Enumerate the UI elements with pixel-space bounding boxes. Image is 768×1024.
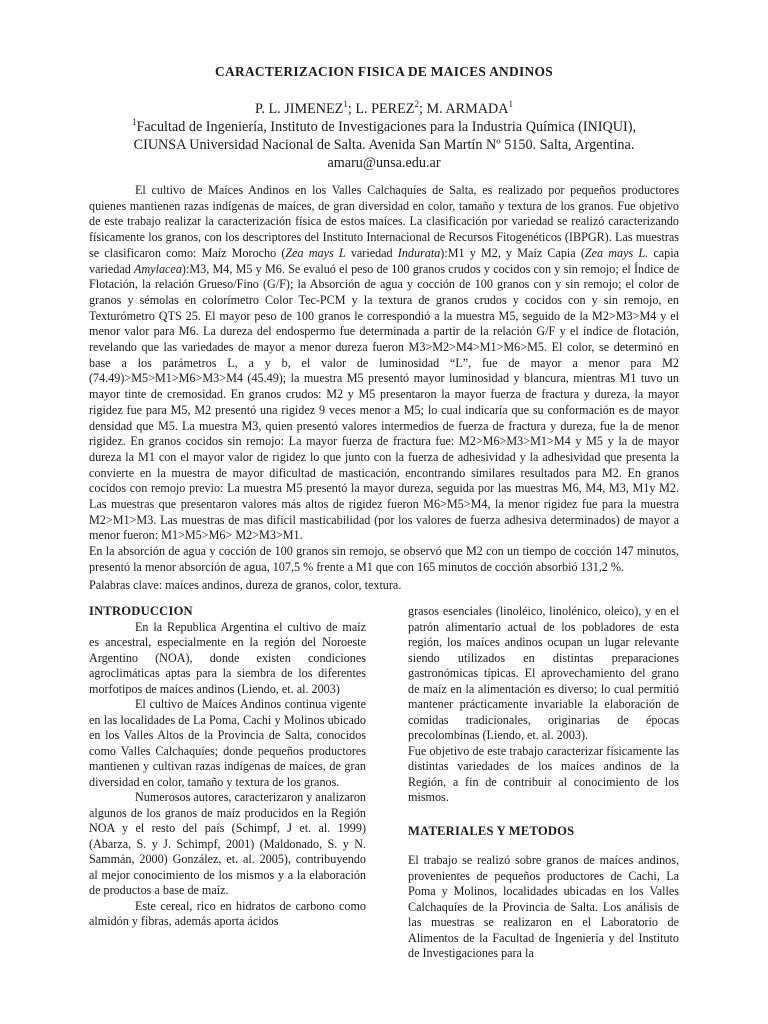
affiliation-mark: 1 xyxy=(131,117,137,127)
author-block xyxy=(0,100,768,172)
spacer xyxy=(408,839,679,853)
body-paragraph: El cultivo de Maíces Andinos continua vigente en las localidades de La Poma, Cachi y Molinos ubicado en los Valles Altos de la Provincia de Salta, conocidos como Valles Calchaquíes; donde pequeños productores mantienen y cultivan razas indígenas de maíces, de gran diversidad en color, tamaño y textura de los granos. xyxy=(89,697,366,789)
affiliation-line xyxy=(0,118,768,136)
body-paragraph: Fue objetivo de este trabajo caracterizar físicamente las distintas variedades de los maíces andinos de la Región, a fin de contribuir al conocimiento de los mismos. xyxy=(408,743,679,804)
abstract-text: ):M3, M4, M5 y M6. Se evaluó el peso de 100 granos crudos y cocidos con y sin remojo; el Índice de Flotación, la relación Grueso/Fino (G/F); la Absorción de agua y cocción de 100 granos con y sin remojo; el color de granos y sémolas en colorímetro Color Tec-PCM y la textura de granos crudos y cocidos con y sin remojo, en Texturómetro QTS 25. El mayor peso de 100 granos le correspondió a la muestra M5, seguido de la M2>M3>M4 y el menor valor para M6. La dureza del endospermo fue determinada a partir de la relación G/F y el índice de flotación, revelando que las variedades de mayor a menor dureza fueron M3>M2>M4>M1>M6>M5. El color, se determinó en base a los parámetros L, a y b, el valor de luminosidad “L”, fue de mayor a menor para M2 (74.49)>M5>M1>M6>M3>M4 (45.49); la muestra M5 presentó mayor luminosidad y blancura, mientras M1 tuvo un mayor tinte de cremosidad. En granos crudos: M2 y M5 presentaron la mayor fuerza de fractura y dureza, la mayor rigidez fue para M5, M2 presentó una rigidez 9 veces menor a M5; lo cual indicaría que su conformación es de mayor densidad que M5. La muestra M3, quien presentó valores intermedios de fuerza de fractura y dureza, fue la de menor rigidez. En granos cocidos sin remojo: La mayor fuerza de fractura fue: M2>M6>M3>M1>M4 y M5 y la de mayor dureza la M1 con el mayor valor de rigidez lo que junto con la fuerza de adhesividad y la adhesividad que presenta la convierte en la muestra de mayor dificultad de masticación, encontrando similares resultados para M2. En granos cocidos con remojo previo: La muestra M5 presentó la mayor dureza, seguida por las muestras M6, M4, M3, M1y M2. Las muestras que presentaron valores más altos de rigidez fueron M6>M5>M4, la menor rigidez fue para la muestra M2>M1>M3. Las muestras de mas difícil masticabilidad (por los valores de fuerza adhesiva determinados) de mayor a menor fueron: M1>M5>M6> M2>M3>M1. xyxy=(89,261,680,543)
body-paragraph: Numerosos autores, caracterizaron y analizaron algunos de los granos de maíz producidos en la Región NOA y el resto del país (Schimpf, J et. al. 1999) (Abarza, S. y J. Schimpf, 2001) (Maldonado, S. y N. Sammán, 2000) González, et. al. 2005), contribuyendo al mejor conocimiento de los mismos y a la elaboración de productos a base de maíz. xyxy=(89,790,366,897)
keywords: Palabras clave: maíces andinos, dureza de granos, color, textura. xyxy=(89,578,402,592)
author-name: L. PEREZ xyxy=(355,101,415,117)
author-affiliation-mark: 1 xyxy=(508,99,513,109)
paper-title: CARACTERIZACION FISICA DE MAICES ANDINOS xyxy=(215,64,553,79)
section-heading-introduccion: INTRODUCCION xyxy=(89,604,193,618)
abstract xyxy=(89,183,679,576)
body-paragraph: El trabajo se realizó sobre granos de maíces andinos, provenientes de pequeños productores de Cachi, La Poma y Molinos, localidades ubicadas en los Valles Calchaquíes de la Provincia de Salta. Los análisis de las muestras se realizaron en el Laboratorio de Alimentos de la Facultad de Ingeniería y del Instituto de Investigaciones para la xyxy=(408,853,679,960)
body-paragraph: En la Republica Argentina el cultivo de maíz es ancestral, especialmente en la región del Noroeste Argentino (NOA), donde existen condiciones agroclimáticas aptas para la siembra de los diferentes morfotipos de maíces andinos (Liendo, et. al. 2003) xyxy=(89,619,366,696)
author-separator: ; xyxy=(418,101,427,117)
affiliation-line: CIUNSA Universidad Nacional de Salta. Avenida San Martín Nº 5150. Salta, Argentina. xyxy=(133,137,635,153)
affiliation-text: Facultad de Ingeniería, Instituto de Investigaciones para la Industria Química (INIQUI), xyxy=(136,119,637,135)
author-affiliation-mark: 1 xyxy=(343,99,348,109)
author-affiliation-mark: 2 xyxy=(414,99,419,109)
abstract-text: capia variedad xyxy=(89,245,679,276)
variety-name: Amylacea xyxy=(134,261,182,276)
species-name: Zea mays L. xyxy=(584,245,649,260)
abstract-text: variedad xyxy=(345,245,398,260)
author-name: P. L. JIMENEZ xyxy=(255,101,344,117)
author-separator: ; xyxy=(347,101,356,117)
author-name: M. ARMADA xyxy=(426,101,509,117)
variety-name: Indurata xyxy=(397,245,441,260)
author-line xyxy=(0,100,768,118)
abstract-text: El cultivo de Maíces Andinos en los Valles Calchaquíes de Salta, es realizado por pequeños productores quienes mantienen razas indígenas de maíces, de gran diversidad en color, tamaño y textura de los granos. Fue objetivo de este trabajo realizar la caracterización física de estos maíces. La clasificación por variedad se realizó caracterizando físicamente los granos, con los descriptores del Instituto Internacional de Recursos Fitogenéticos (IBPGR). Las muestras se clasificaron como: Maíz Morocho ( xyxy=(89,183,679,260)
species-name: Zea mays L xyxy=(285,245,346,260)
abstract-text: ):M1 y M2, y Maíz Capia ( xyxy=(440,245,585,260)
left-column xyxy=(89,604,366,930)
abstract-paragraph xyxy=(89,183,679,544)
author-email: amaru@unsa.edu.ar xyxy=(327,155,441,171)
abstract-paragraph: En la absorción de agua y cocción de 100 granos sin remojo, se observó que M2 con un tiempo de cocción 147 minutos, presentó la menor absorción de agua, 107,5 % frente a M1 que con 165 minutos de cocción absorbió 131,2 %. xyxy=(89,544,679,574)
spacer xyxy=(408,806,679,824)
section-heading-materiales-y-metodos: MATERIALES Y METODOS xyxy=(408,823,575,838)
body-paragraph: Este cereal, rico en hidratos de carbono como almidón y fibras, además aporta ácidos xyxy=(89,898,366,928)
right-column xyxy=(408,604,679,962)
body-paragraph: grasos esenciales (linoléico, linolénico, oleico), y en el patrón alimentario actual de los pobladores de esta región, los maíces andinos ocupan un lugar relevante siendo utilizados en distintas preparaciones gastronómicas típicas. El aprovechamiento del grano de maíz en la alimentación es diverso; lo cual permitió mantener prácticamente invariable la elaboración de comidas tradicionales, originarias de épocas precolombinas (Liendo, et. al. 2003). xyxy=(408,604,679,742)
